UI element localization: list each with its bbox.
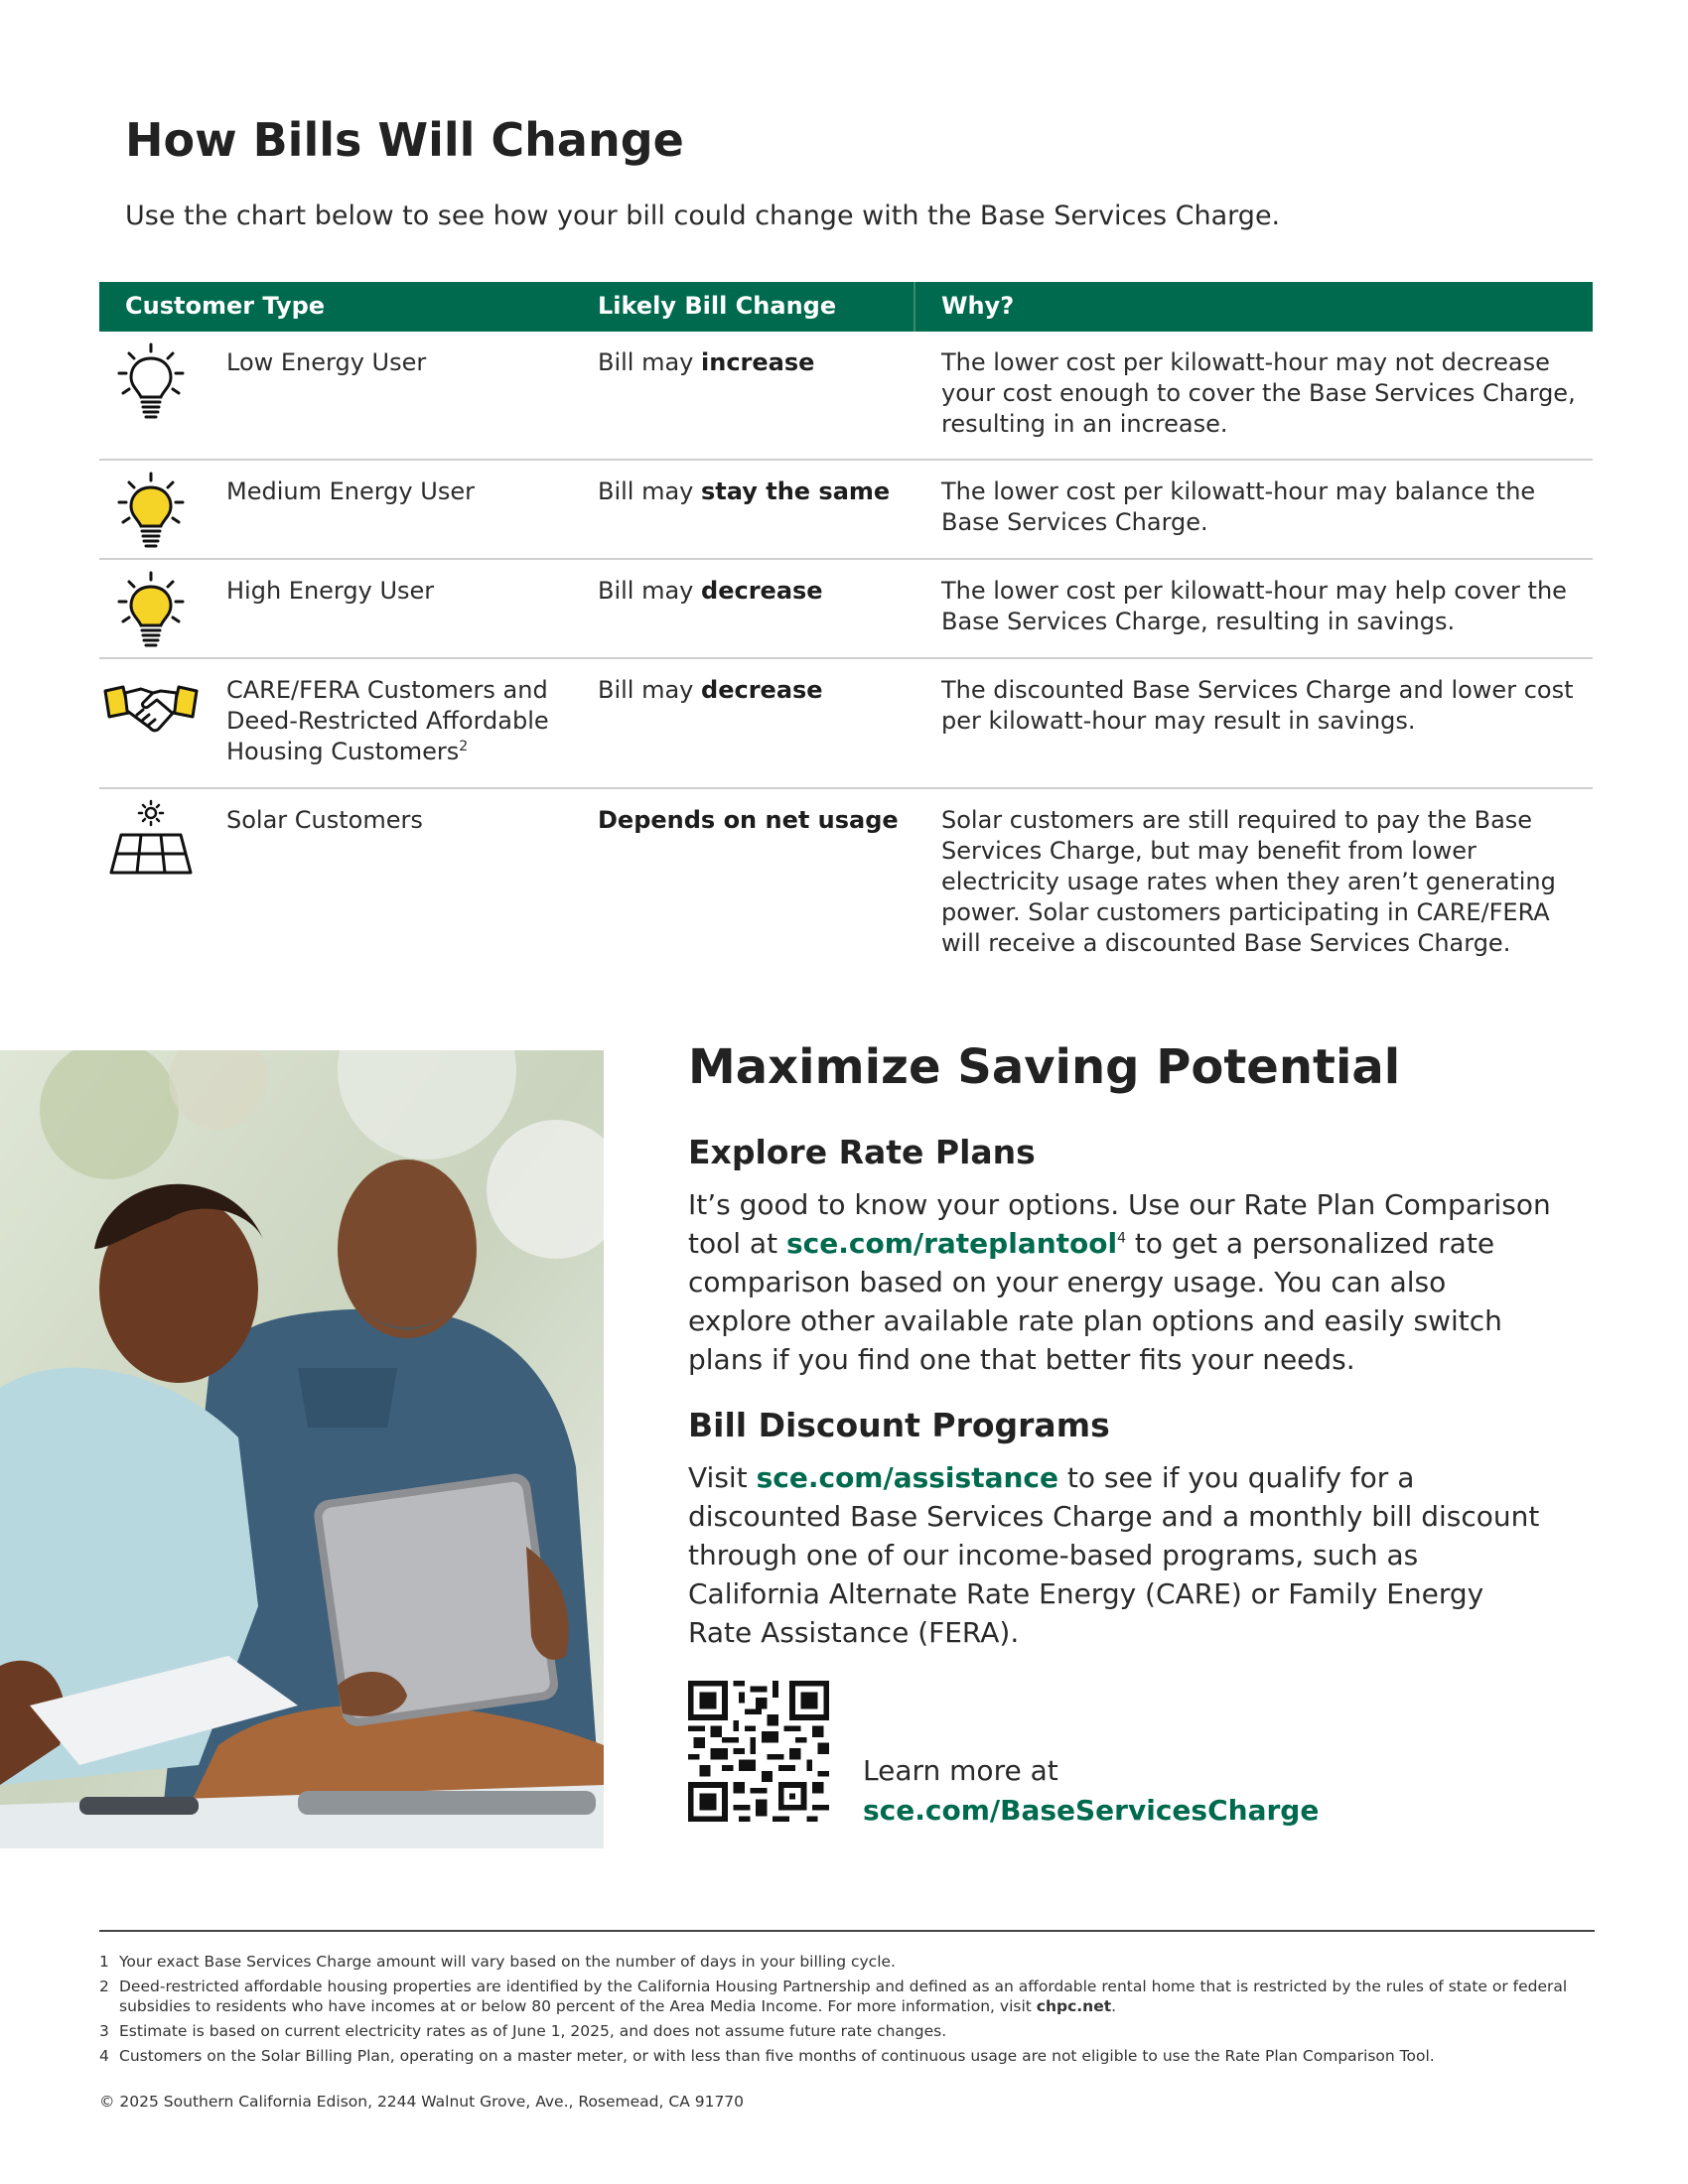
why-text: Solar customers are still required to pay the Base Services Charge, but may benefit from lower electricity usage rates when they aren’t generating power. Solar customers participating in CARE/FERA will receive a discounted Base Services Charge. [941, 806, 1556, 957]
lightbulb-yellow-icon [99, 570, 203, 651]
customer-type: Medium Energy User [226, 478, 475, 505]
why-text: The lower cost per kilowatt-hour may not decrease your cost enough to cover the Base Services Charge, resulting in an increase. [941, 348, 1576, 438]
table-row-care-fera [99, 659, 1593, 789]
intro-text: Use the chart below to see how your bill could change with the Base Services Charge. [125, 201, 1281, 231]
column-header-likely-bill-change: Likely Bill Change [598, 292, 837, 320]
learn-more-block [863, 1751, 1319, 1831]
bill-change: Bill may increase [598, 348, 815, 376]
chpc-link[interactable]: chpc.net [1036, 1997, 1112, 2015]
solar-panel-icon [99, 799, 203, 881]
couple-with-tablet-photo [0, 1050, 604, 1848]
why-text: The lower cost per kilowatt-hour may help cover the Base Services Charge, resulting in savings. [941, 577, 1567, 635]
customer-type: Solar Customers [226, 806, 423, 834]
lightbulb-yellow-icon [99, 471, 203, 552]
assistance-link[interactable]: sce.com/assistance [756, 1461, 1058, 1494]
table-row-high-energy [99, 560, 1593, 659]
lightbulb-outline-icon [99, 341, 203, 423]
bill-change: Bill may decrease [598, 676, 823, 704]
table-row-solar [99, 789, 1593, 966]
footnote-3: 3 Estimate is based on current electricity rates as of June 1, 2025, and does not assume future rate changes. [99, 2022, 947, 2040]
subheading-bill-discount-programs: Bill Discount Programs [688, 1406, 1110, 1444]
footnote-4: 4 Customers on the Solar Billing Plan, operating on a master meter, or with less than five months of continuous usage are not eligible to use the Rate Plan Comparison Tool. [99, 2047, 1435, 2065]
page-title: How Bills Will Change [125, 113, 684, 167]
bill-change: Depends on net usage [598, 806, 899, 834]
column-header-customer-type: Customer Type [125, 292, 326, 320]
customer-type: CARE/FERA Customers and Deed-Restricted Affordable Housing Customers$^2$ [226, 676, 549, 765]
paragraph-explore-rate-plans: It’s good to know your options. Use our Rate Plan Comparison tool at sce.com/rateplantool$^4$ to get a personalized rate comparison based on your energy usage. You can also explore other available rate plan options and easily switch plans if you find one that better fits your needs. [688, 1188, 1551, 1376]
why-text: The discounted Base Services Charge and lower cost per kilowatt-hour may result in savings. [941, 676, 1574, 735]
base-services-charge-link[interactable]: sce.com/BaseServicesCharge [863, 1794, 1320, 1827]
footnote-2: 2 Deed-restricted affordable housing properties are identified by the California Housing Partnership and defined as an affordable rental home that is restricted by the rules of state or federal subsidies to residents who have incomes at or below 80 percent of the Area Media Income. For more information, visit chpc.net. [99, 1978, 1568, 2015]
table-row-medium-energy [99, 461, 1593, 560]
customer-type: High Energy User [226, 577, 435, 605]
table-header [99, 282, 1593, 332]
handshake-icon [99, 669, 203, 751]
table-row-low-energy [99, 332, 1593, 461]
section-title-maximize-saving: Maximize Saving Potential [688, 1039, 1401, 1095]
subheading-explore-rate-plans: Explore Rate Plans [688, 1133, 1036, 1171]
footnote-1: 1 Your exact Base Services Charge amount will vary based on the number of days in your billing cycle. [99, 1953, 896, 1971]
qr-code-icon[interactable] [688, 1681, 829, 1822]
footnotes [99, 1952, 1589, 2071]
learn-more-label: Learn more at [863, 1754, 1058, 1787]
bill-change-table [99, 282, 1593, 966]
why-text: The lower cost per kilowatt-hour may balance the Base Services Charge. [941, 478, 1536, 536]
footnote-divider [99, 1930, 1595, 1932]
column-header-why: Why? [941, 292, 1015, 320]
rate-plan-tool-link[interactable]: sce.com/rateplantool [785, 1227, 1118, 1260]
paragraph-bill-discount-programs: Visit sce.com/assistance to see if you qualify for a discounted Base Services Charge and a monthly bill discount through one of our income-based programs, such as California Alternate Rate Energy (CARE) or Family Energy Rate Assistance (FERA). [688, 1461, 1540, 1649]
copyright: © 2025 Southern California Edison, 2244 Walnut Grove, Ave., Rosemead, CA 91770 [99, 2093, 745, 2111]
bill-change: Bill may decrease [598, 577, 823, 605]
bill-change: Bill may stay the same [598, 478, 891, 505]
customer-type: Low Energy User [226, 348, 427, 376]
